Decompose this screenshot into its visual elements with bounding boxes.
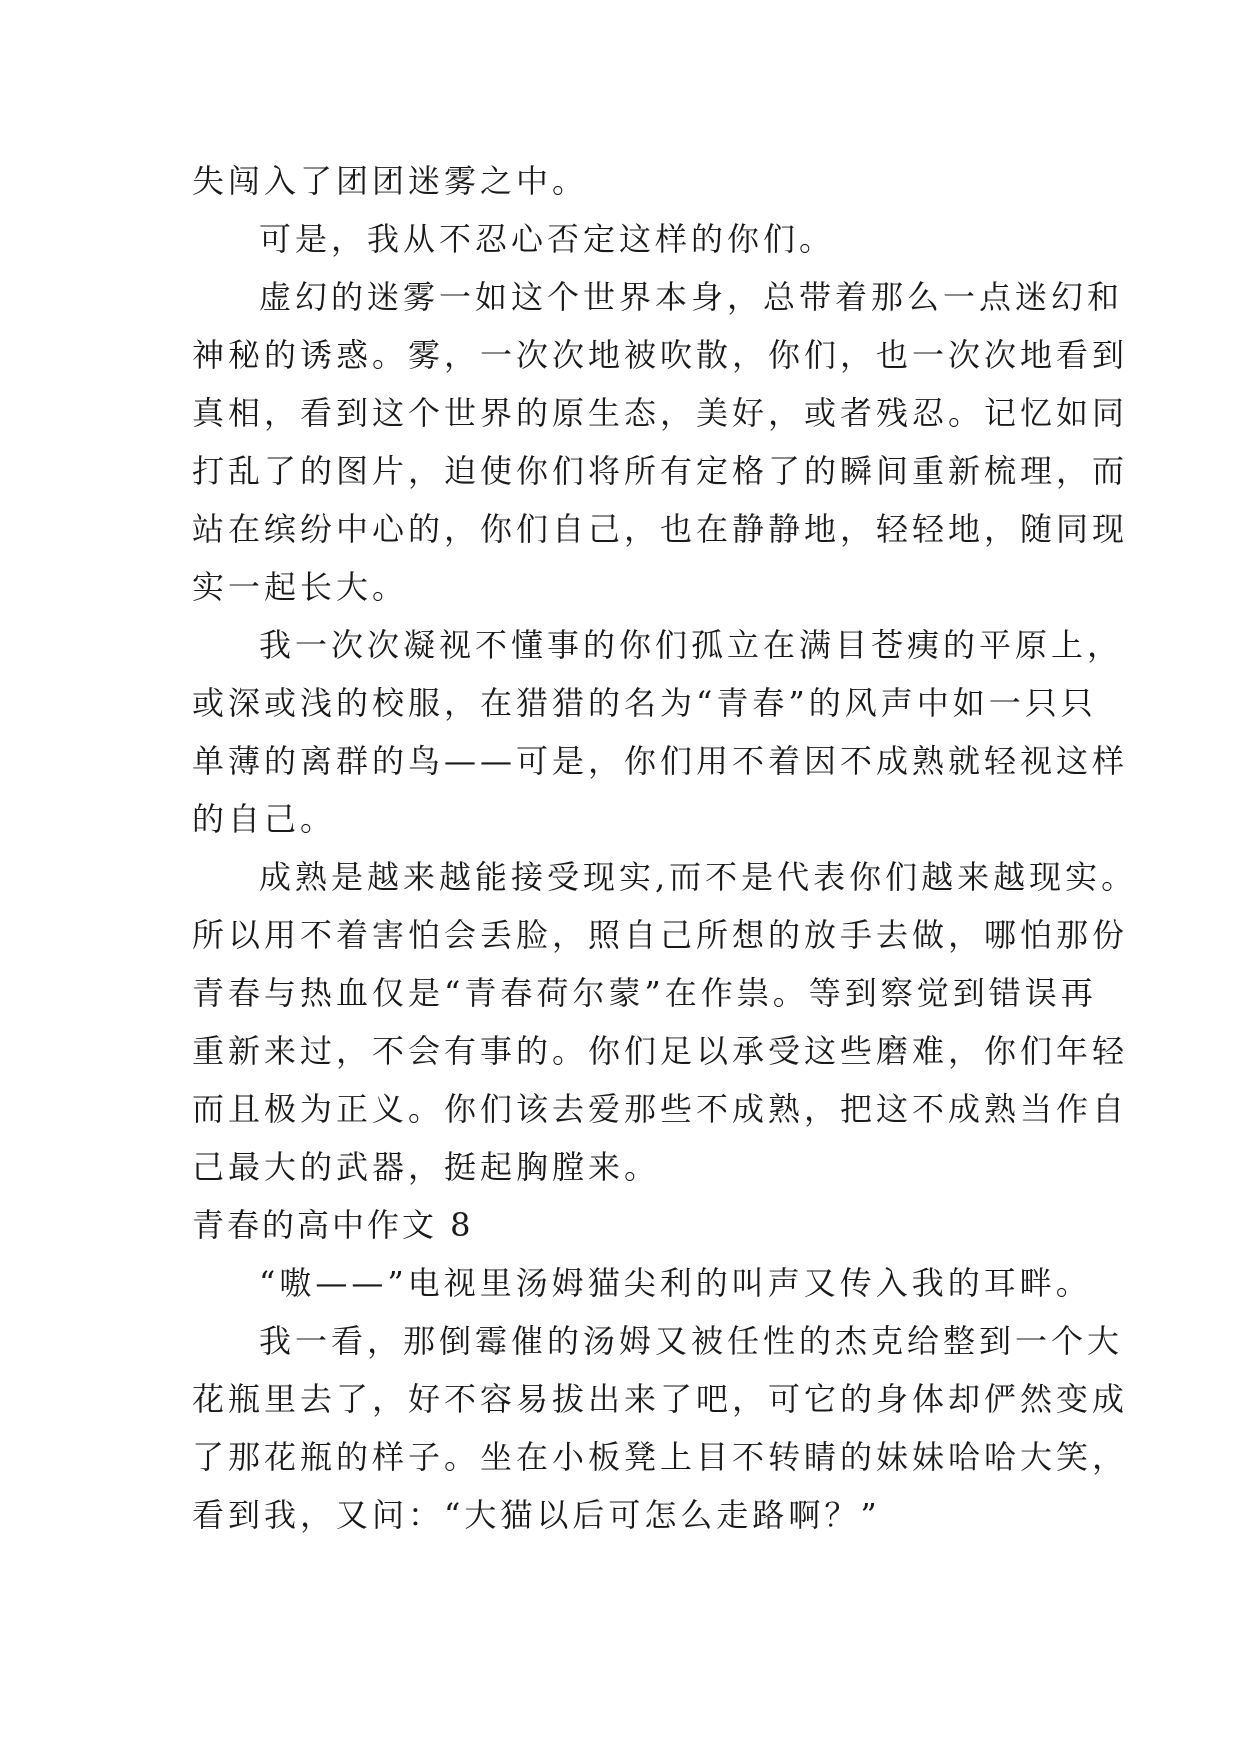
paragraph-line: 花瓶里去了，好不容易拔出来了吧，可它的身体却俨然变成 <box>192 1380 1129 1418</box>
paragraph-line: 看到我，又问：“大猫以后可怎么走路啊？” <box>192 1496 881 1534</box>
paragraph-line: 真相，看到这个世界的原生态，美好，或者残忍。记忆如同 <box>192 394 1129 432</box>
paragraph-line: 打乱了的图片，迫使你们将所有定格了的瞬间重新梳理，而 <box>192 452 1129 490</box>
essay-body <box>192 152 1138 1544</box>
paragraph-line: “嗷——”电视里汤姆猫尖利的叫声又传入我的耳畔。 <box>259 1264 1092 1302</box>
paragraph-line: 我一次次凝视不懂事的你们孤立在满目苍痍的平原上， <box>259 626 1124 664</box>
paragraph-line: 的自己。 <box>192 800 337 838</box>
paragraph-line: 成熟是越来越能接受现实,而不是代表你们越来越现实。 <box>259 858 1138 896</box>
paragraph-line: 神秘的诱惑。雾，一次次地被吹散，你们，也一次次地看到 <box>192 336 1129 374</box>
paragraph-line: 可是，我从不忍心否定这样的你们。 <box>259 220 836 258</box>
paragraph-line: 青春与热血仅是“青春荷尔蒙”在作祟。等到察觉到错误再 <box>192 974 1097 1012</box>
paragraph-line: 虚幻的迷雾一如这个世界本身，总带着那么一点迷幻和 <box>259 278 1124 316</box>
section-heading: 青春的高中作文 8 <box>192 1206 474 1244</box>
paragraph-line: 我一看，那倒霉催的汤姆又被任性的杰克给整到一个大 <box>259 1322 1124 1360</box>
paragraph-line: 重新来过，不会有事的。你们足以承受这些磨难，你们年轻 <box>192 1032 1129 1070</box>
paragraph-line: 所以用不着害怕会丢脸，照自己所想的放手去做，哪怕那份 <box>192 916 1129 954</box>
paragraph-line: 站在缤纷中心的，你们自己，也在静静地，轻轻地，随同现 <box>192 510 1129 548</box>
paragraph-line: 实一起长大。 <box>192 568 409 606</box>
paragraph-line: 或深或浅的校服，在猎猎的名为“青春”的风声中如一只只 <box>192 684 1097 722</box>
paragraph-line: 了那花瓶的样子。坐在小板凳上目不转睛的妹妹哈哈大笑， <box>192 1438 1129 1476</box>
paragraph-line: 己最大的武器，挺起胸膛来。 <box>192 1148 661 1186</box>
paragraph-line: 单薄的离群的鸟——可是，你们用不着因不成熟就轻视这样 <box>192 742 1129 780</box>
paragraph-line: 而且极为正义。你们该去爱那些不成熟，把这不成熟当作自 <box>192 1090 1129 1128</box>
paragraph-line: 失闯入了团团迷雾之中。 <box>192 162 589 200</box>
